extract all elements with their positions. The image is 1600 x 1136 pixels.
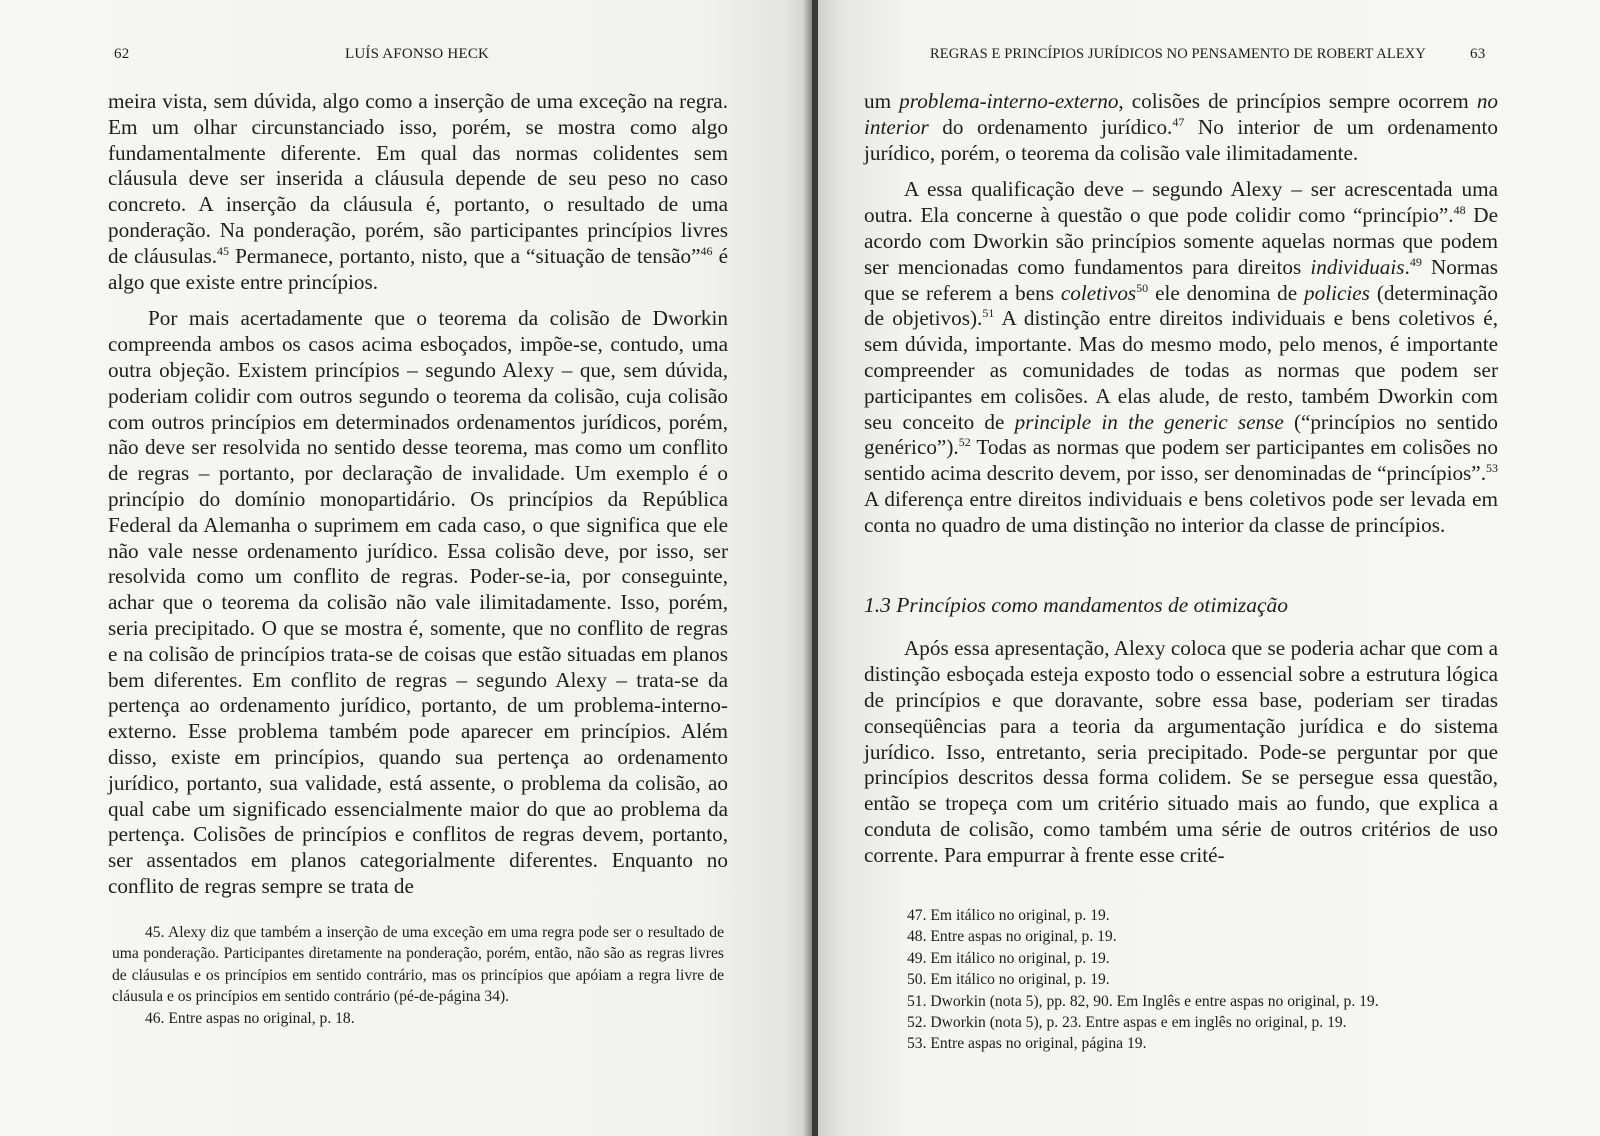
running-head: REGRAS E PRINCÍPIOS JURÍDICOS NO PENSAMENTO DE ROBERT ALEXY bbox=[930, 46, 1426, 62]
paragraph: Por mais acertadamente que o teorema da colisão de Dworkin compreenda ambos os casos acima esboçados, impõe-se, contudo, uma outra objeção. Existem princípios – segundo Alexy – que, sem dúvida, poderiam colidir com outros segundo o teorema da colisão, cuja colisão com outros princípios em determinados ordenamentos jurídicos, porém, não deve ser resolvida no sentido desse teorema, mas como um conflito de regras – portanto, por declaração de invalidade. Um exemplo é o princípio do domínio monopartidário. Os princípios da República Federal da Alemanha o suprimem em cada caso, o que significa que ele não vale nesse ordenamento jurídico. Essa colisão deve, por isso, ser resolvida como um conflito de regras. Poder-se-ia, por conseguinte, achar que o teorema da colisão não vale ilimitadamente. Isso, porém, seria precipitado. O que se mostra é, somente, que no conflito de regras e na colisão de princípios trata-se de coisas que estão situadas em planos bem diferentes. Em conflito de regras – segundo Alexy – trata-se da pertença ao ordenamento jurídico, portanto, de um problema-interno-externo. Esse problema também pode aparecer em princípios. Além disso, existe em princípios, quando sua pertença ao ordenamento jurídico, portanto, sua validade, está assente, o problema da colisão, ao qual cabe um significado essencialmente maior do que ao problema da pertença. Colisões de princípios e conflitos de regras devem, portanto, ser assentados em planos categorialmente diferentes. Enquanto no conflito de regras sempre se trata de bbox=[108, 306, 728, 898]
footnote: 46. Entre aspas no original, p. 18. bbox=[145, 1009, 355, 1027]
text-run: No interior de um ordenamento jurídico, porém, o teorema da colisão vale ilimitadamente. bbox=[864, 114, 1498, 165]
text-run: (“princípios no sentido genérico”). bbox=[864, 409, 1498, 460]
paragraph: Após essa apresentação, Alexy coloca que se poderia achar que com a distinção esboçada esteja exposto todo o essencial sobre a estrutura lógica de princípios e que doravante, sobre essa base, poderiam ser tiradas conseqüências para a teoria da argumentação jurídica e do sistema jurídico. Isso, entretanto, seria precipitado. Pode-se perguntar por que princípios descritos dessa forma colidem. Se se persegue essa questão, então se tropeça com um critério situado mais ao fundo, que explica a conduta de colisão, como também uma série de outros critérios de uso corrente. Para empurrar à frente esse crité- bbox=[864, 636, 1498, 867]
text-run: (determinação de objetivos). bbox=[864, 280, 1499, 331]
footnote: 45. Alexy diz que também a inserção de uma exceção em uma regra pode ser o resultado de uma ponderação. Participantes diretamente na ponderação, porém, então, não são as regras livres de cláusulas e os princípios em sentido contrário, mas os princípios que apóiam a regra livre de cláusula e os princípios em sentido contrário (pé-de-página 34). bbox=[112, 924, 724, 1006]
paragraph-text: meira vista, sem dúvida, algo como a inserção de uma exceção na regra. Em um olhar circunstanciado isso, porém, se mostra como algo fundamentalmente diferente. Em qual das normas colidentes sem cláusula deve ser inserida a cláusula depende de seu peso no caso concreto. A inserção da cláusula é, portanto, o resultado de uma ponderação. Na ponderação, porém, são participantes princípios livres de cláusulas. bbox=[108, 89, 728, 268]
italic-run: principle in the generic sense bbox=[1014, 409, 1284, 434]
italic-run: problema-interno-externo bbox=[899, 89, 1119, 113]
footnote-ref: 47 bbox=[1172, 114, 1185, 129]
running-head: LUÍS AFONSO HECK bbox=[345, 46, 490, 62]
paragraph-text: Permanece, portanto, nisto, que a “situação de tensão” bbox=[235, 243, 701, 268]
footnote-ref: 50 bbox=[1136, 280, 1149, 295]
footnote: 49. Em itálico no original, p. 19. bbox=[907, 949, 1110, 967]
footnotes bbox=[907, 905, 1507, 1055]
paragraph bbox=[108, 89, 728, 295]
footnote-ref: 52 bbox=[958, 435, 971, 450]
footnote: 48. Entre aspas no original, p. 19. bbox=[907, 928, 1117, 946]
italic-run: policies bbox=[1304, 280, 1370, 305]
section-title: 1.3 Princípios como mandamentos de otimização bbox=[864, 592, 1288, 617]
page-number: 62 bbox=[114, 46, 130, 62]
body-text bbox=[108, 89, 728, 900]
footnote: 50. Em itálico no original, p. 19. bbox=[907, 971, 1110, 989]
text-run: De acordo com Dworkin são princípios somente aquelas normas que podem ser mencionadas como fundamentos para direitos bbox=[864, 203, 1498, 279]
paragraph bbox=[864, 177, 1498, 538]
footnote-ref: 53 bbox=[1486, 461, 1498, 476]
page-number: 63 bbox=[1470, 46, 1486, 62]
text-run: do ordenamento jurídico. bbox=[928, 114, 1173, 139]
italic-run: no interior bbox=[864, 89, 1498, 139]
footnotes bbox=[112, 922, 724, 1029]
text-run: Todas as normas que podem ser participantes em colisões no sentido acima descrito devem, por isso, ser denominadas de “princípios”. bbox=[864, 435, 1498, 486]
italic-run: coletivos bbox=[1060, 280, 1137, 305]
gutter-shadow bbox=[803, 0, 812, 1136]
footnote: 51. Dworkin (nota 5), pp. 82, 90. Em Inglês e entre aspas no original, p. 19. bbox=[907, 992, 1379, 1010]
footnote: 53. Entre aspas no original, página 19. bbox=[907, 1035, 1147, 1053]
footnote-ref: 46 bbox=[700, 243, 713, 258]
footnote-ref: 49 bbox=[1409, 254, 1422, 269]
text-run: Normas que se referem a bens bbox=[864, 254, 1498, 305]
text-run: A diferença entre direitos individuais e bens coletivos pode ser levada em conta no quadro de uma distinção no interior da classe de princípios. bbox=[864, 486, 1498, 537]
footnote-ref: 48 bbox=[1453, 203, 1466, 218]
footnote: 47. Em itálico no original, p. 19. bbox=[907, 907, 1110, 924]
footnote-ref: 51 bbox=[982, 306, 995, 321]
paragraph-text: é algo que existe entre princípios. bbox=[108, 243, 728, 294]
text-run: A distinção entre direitos individuais e bens coletivos é, sem dúvida, importante. Mas do mesmo modo, pelo menos, é importante compreender as comunidades de todas as normas que podem ser participantes em colisões. A elas alude, de resto, também Dworkin com seu conceito de bbox=[864, 306, 1498, 434]
footnote: 52. Dworkin (nota 5), p. 23. Entre aspas e em inglês no original, p. 19. bbox=[907, 1014, 1347, 1032]
italic-run: individuais bbox=[1310, 254, 1405, 279]
text-run: , colisões de princípios sempre ocorrem bbox=[1118, 89, 1477, 113]
text-run: A essa qualificação deve – segundo Alexy – ser acrescentada uma outra. Ela concerne à questão o que pode colidir como “princípio”. bbox=[864, 177, 1498, 228]
text-run: . bbox=[1404, 254, 1410, 279]
right-page bbox=[818, 0, 1600, 1136]
paragraph bbox=[864, 89, 1498, 166]
text-run: um bbox=[864, 89, 900, 113]
footnote-ref: 45 bbox=[217, 243, 230, 258]
text-run: ele denomina de bbox=[1148, 280, 1305, 305]
body-text bbox=[864, 89, 1498, 869]
